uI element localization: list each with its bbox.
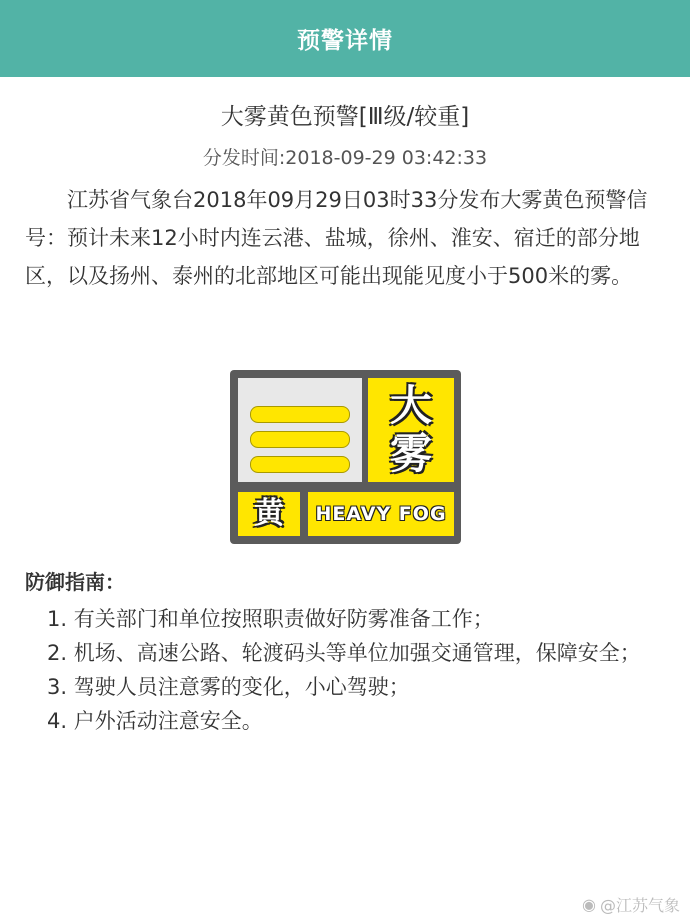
sign-type-panel [368, 378, 454, 482]
weibo-icon: ◉ [582, 895, 596, 914]
sign-color-panel [238, 492, 300, 536]
sign-color-label: 黄 [254, 496, 284, 531]
page-header [0, 0, 690, 77]
sign-level-bar [250, 406, 350, 423]
guide-list [25, 602, 665, 738]
watermark [582, 893, 680, 916]
sign-level-bar [250, 431, 350, 448]
page-title: 预警详情 [297, 28, 393, 54]
guide-item: 4. 户外活动注意安全。 [47, 709, 263, 733]
alert-content: 江苏省气象台2018年09月29日03时33分发布大雾黄色预警信号：预计未来12小时内连云港、盐城，徐州、淮安、宿迁的部分地区，以及扬州、泰州的北部地区可能出现能见度小于500米的雾。 [25, 188, 648, 288]
issue-time: 分发时间:2018-09-29 03:42:33 [202, 147, 488, 169]
sign-char-1: 大 [389, 381, 432, 430]
alert-title: 大雾黄色预警[Ⅲ级/较重] [220, 104, 470, 130]
guide-item: 2. 机场、高速公路、轮渡码头等单位加强交通管理，保障安全； [47, 641, 641, 665]
sign-english-panel [308, 492, 454, 536]
watermark-text: @江苏气象 [599, 896, 680, 915]
sign-level-bar [250, 456, 350, 473]
guide-heading: 防御指南： [25, 570, 125, 594]
sign-english-label: HEAVY FOG [315, 503, 447, 525]
warning-sign-image [230, 370, 461, 544]
sign-char-2: 雾 [389, 429, 432, 478]
guide-item: 1. 有关部门和单位按照职责做好防雾准备工作； [47, 607, 494, 631]
guide-item: 3. 驾驶人员注意雾的变化，小心驾驶； [47, 675, 410, 699]
sign-level-panel [238, 378, 362, 482]
